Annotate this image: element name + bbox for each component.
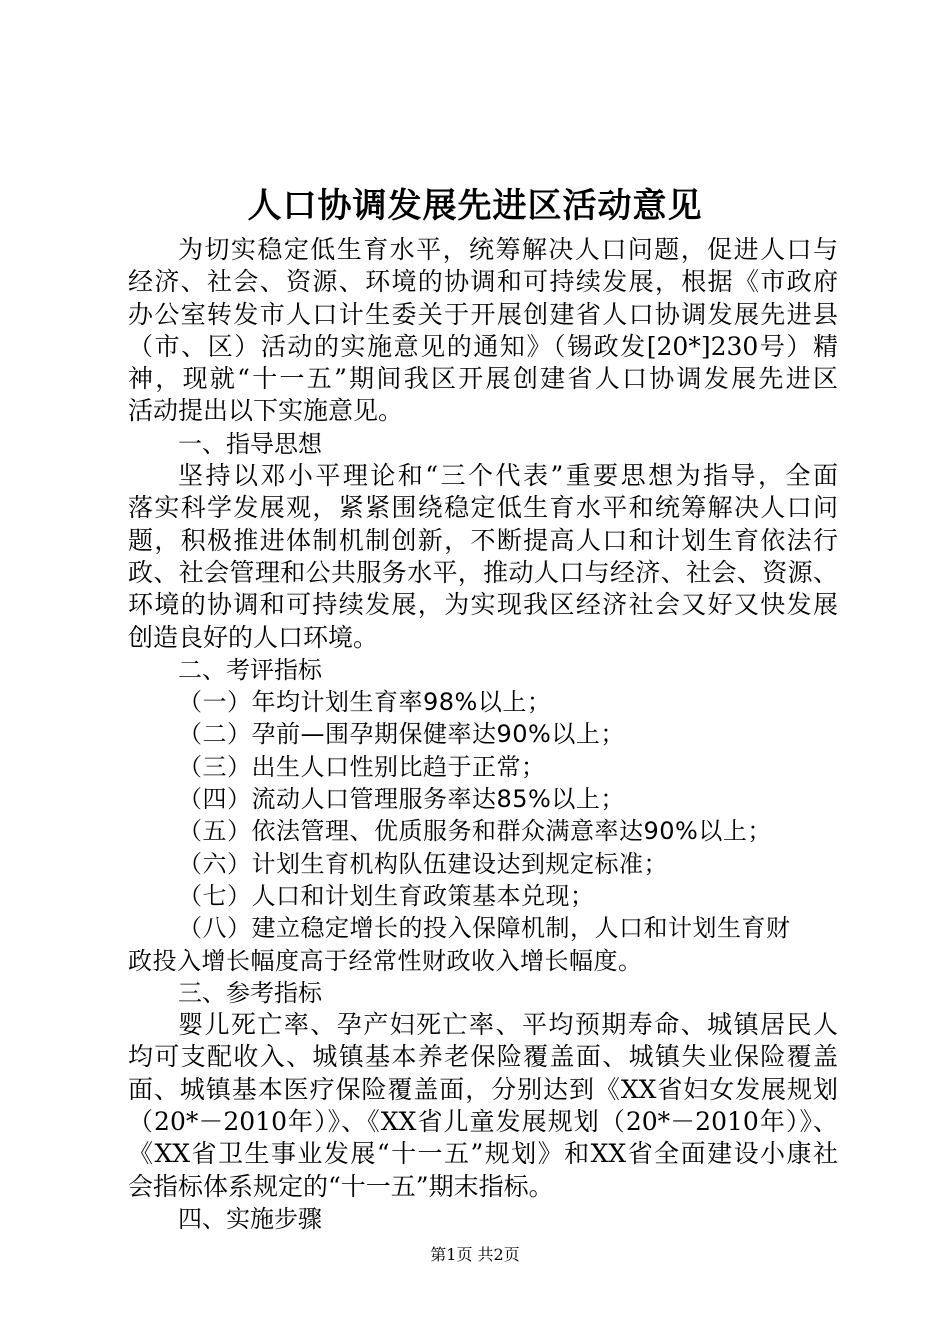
indicator-item-continuation: 政投入增长幅度高于经常性财政收入增长幅度。 <box>128 946 643 975</box>
indicator-item: （四）流动人口管理服务率达85%以上； <box>178 785 625 814</box>
page-footer: 第1页 共2页 <box>430 1245 520 1264</box>
intro-line: 活动提出以下实施意见。 <box>128 396 404 426</box>
section3-line: 均可支配收入、城镇基本养老保险覆盖面、城镇失业保险覆盖 <box>128 1042 838 1072</box>
indicator-item: （八）建立稳定增长的投入保障机制，人口和计划生育财 <box>178 914 791 943</box>
indicator-item: （二）孕前—围孕期保健率达90%以上； <box>178 720 625 749</box>
section1-line: 创造良好的人口环境。 <box>128 622 379 652</box>
section1-line: 落实科学发展观，紧紧围绕稳定低生育水平和统筹解决人口问 <box>128 493 838 523</box>
indicator-item: （六）计划生育机构队伍建设达到规定标准； <box>178 849 668 878</box>
section3-line: （20*－2010年）》、《XX省儿童发展规划（20*－2010年）》、 <box>128 1107 838 1137</box>
intro-line: 经济、社会、资源、环境的协调和可持续发展，根据《市政府 <box>128 267 838 297</box>
section3-line: 《XX省卫生事业发展“十一五”规划》和XX省全面建设小康社 <box>128 1139 838 1169</box>
section3-line: 婴儿死亡率、孕产妇死亡率、平均预期寿命、城镇居民人 <box>178 1010 838 1040</box>
indicator-item: （五）依法管理、优质服务和群众满意率达90%以上； <box>178 817 772 846</box>
intro-line: （市、区）活动的实施意见的通知》（锡政发[20*]230号）精 <box>128 331 838 361</box>
document-body <box>128 234 838 1235</box>
section-heading-evaluation-indicators: 二、考评指标 <box>178 655 322 684</box>
intro-line: 神，现就“十一五”期间我区开展创建省人口协调发展先进区 <box>128 364 838 394</box>
section-heading-implementation-steps: 四、实施步骤 <box>178 1204 322 1233</box>
section1-line: 题，积极推进体制机制创新，不断提高人口和计划生育依法行 <box>128 525 838 555</box>
indicator-item: （七）人口和计划生育政策基本兑现； <box>178 881 595 910</box>
indicator-item: （一）年均计划生育率98%以上； <box>178 688 552 717</box>
section-heading-guiding-ideology: 一、指导思想 <box>178 429 322 458</box>
indicator-item: （三）出生人口性别比趋于正常； <box>178 752 546 781</box>
section1-line: 坚持以邓小平理论和“三个代表”重要思想为指导，全面 <box>178 461 838 491</box>
section-heading-reference-indicators: 三、参考指标 <box>178 978 322 1007</box>
intro-line: 办公室转发市人口计生委关于开展创建省人口协调发展先进县 <box>128 299 838 329</box>
section1-line: 政、社会管理和公共服务水平，推动人口与经济、社会、资源、 <box>128 557 838 587</box>
section1-line: 环境的协调和可持续发展，为实现我区经济社会又好又快发展 <box>128 590 838 620</box>
section3-line: 面、城镇基本医疗保险覆盖面，分别达到《XX省妇女发展规划 <box>128 1074 838 1104</box>
intro-line: 为切实稳定低生育水平，统筹解决人口问题，促进人口与 <box>178 235 838 264</box>
section3-line: 会指标体系规定的“十一五”期末指标。 <box>128 1171 554 1201</box>
document-title: 人口协调发展先进区活动意见 <box>247 186 703 226</box>
